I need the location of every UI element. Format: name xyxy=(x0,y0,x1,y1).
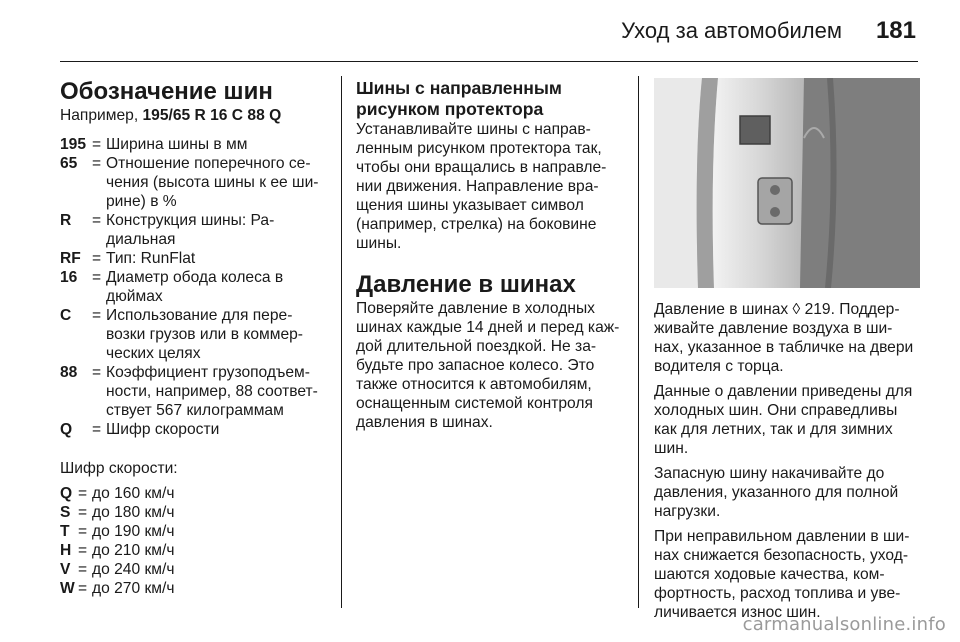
definition-text: Использование для пере- возки грузов или в коммер- ческих целях xyxy=(106,307,303,362)
definition-equals: = xyxy=(92,155,102,172)
speed-code-equals: = xyxy=(78,561,88,578)
watermark: carmanualsonline.info xyxy=(742,614,946,635)
column-divider-1 xyxy=(341,76,342,608)
example-prefix: Например, xyxy=(60,107,143,124)
definition-equals: = xyxy=(92,212,102,229)
directional-tires-text: Устанавливайте шины с направ- ленным рисунком протектора так, чтобы они вращались в направле- нии движения. Направление вра- щения шины указывает символ (например, стрелка) на боковине шины. xyxy=(356,121,607,252)
header-rule xyxy=(60,61,918,62)
speed-code-limit: до 180 км/ч xyxy=(92,504,175,521)
definition-key: 65 xyxy=(60,155,78,172)
definition-key: 16 xyxy=(60,269,78,286)
definition-key: 195 xyxy=(60,136,87,153)
door-frame-photo xyxy=(654,78,920,288)
example-line xyxy=(60,106,332,125)
definition-equals: = xyxy=(92,269,102,286)
spare-tire-paragraph: Запасную шину накачивайте до давления, указанного для полной нагрузки. xyxy=(654,465,899,520)
definition-equals: = xyxy=(92,364,102,381)
speed-code-row xyxy=(60,579,332,598)
speed-code-list xyxy=(60,484,332,598)
speed-code-row xyxy=(60,484,332,503)
definition-list xyxy=(60,135,332,439)
definition-text: Диаметр обода колеса в дюймах xyxy=(106,269,284,305)
definition-equals: = xyxy=(92,136,102,153)
pressure-ref-text: Давление в шинах xyxy=(654,301,793,318)
definition-row xyxy=(60,249,332,268)
speed-code-limit: до 160 км/ч xyxy=(92,485,175,502)
directional-tires-heading: Шины с направленным рисунком протектора xyxy=(356,78,562,119)
column-1 xyxy=(60,78,332,598)
definition-text: Отношение поперечного се- чения (высота шины к ее ши- рине) в % xyxy=(106,155,319,210)
column-2 xyxy=(356,78,628,432)
speed-code-equals: = xyxy=(78,523,88,540)
header-title: Уход за автомобилем xyxy=(621,18,842,43)
page-ref-arrow-icon: ◊ xyxy=(792,301,801,318)
speed-code-key: H xyxy=(60,542,72,559)
speed-code-equals: = xyxy=(78,485,88,502)
definition-key: 88 xyxy=(60,364,78,381)
page-number: 181 xyxy=(875,17,916,44)
cold-tire-paragraph: Данные о давлении приведены для холодных шин. Они справедливы как для летних, так и для зимних шин. xyxy=(654,383,913,457)
example-code: 195/65 R 16 C 88 Q xyxy=(142,107,282,124)
definition-equals: = xyxy=(92,421,102,438)
definition-key: RF xyxy=(60,250,81,267)
definition-row xyxy=(60,420,332,439)
speed-code-limit: до 270 км/ч xyxy=(92,580,175,597)
speed-code-row xyxy=(60,503,332,522)
speed-code-equals: = xyxy=(78,542,88,559)
speed-code-key: V xyxy=(60,561,71,578)
column-3 xyxy=(654,300,924,622)
definition-row xyxy=(60,268,332,306)
speed-code-limit: до 210 км/ч xyxy=(92,542,175,559)
speed-code-title: Шифр скорости: xyxy=(60,460,178,477)
speed-code-key: Q xyxy=(60,485,73,502)
definition-row xyxy=(60,154,332,211)
door-frame-illustration xyxy=(654,78,920,288)
speed-code-key: W xyxy=(60,580,75,597)
column-divider-2 xyxy=(638,76,639,608)
speed-code-limit: до 240 км/ч xyxy=(92,561,175,578)
tire-pressure-heading: Давление в шинах xyxy=(356,271,576,298)
definition-text: Тип: RunFlat xyxy=(106,250,196,267)
pressure-ref-continuation: 219. Поддер- живайте давление воздуха в ши- нах, указанное в табличке на двери водителя с торца. xyxy=(654,301,914,375)
tire-designation-heading: Обозначение шин xyxy=(60,78,273,105)
definition-equals: = xyxy=(92,250,102,267)
definition-text: Шифр скорости xyxy=(106,421,220,438)
definition-text: Коэффициент грузоподъем- ности, например, 88 соответ- ствует 567 килограммам xyxy=(106,364,318,419)
speed-code-row xyxy=(60,522,332,541)
definition-equals: = xyxy=(92,307,102,324)
definition-row xyxy=(60,211,332,249)
wrong-pressure-paragraph: При неправильном давлении в ши- нах снижается безопасность, уход- шаются ходовые качества, ком- фортность, расход топлива и уве- личивается износ шин. xyxy=(654,528,910,621)
definition-key: R xyxy=(60,212,72,229)
pressure-reference-paragraph xyxy=(654,300,924,376)
definition-text: Конструкция шины: Ра- диальная xyxy=(106,212,275,248)
speed-code-limit: до 190 км/ч xyxy=(92,523,175,540)
speed-code-row xyxy=(60,560,332,579)
tire-pressure-text: Поверяйте давление в холодных шинах каждые 14 дней и перед каж- дой длительной поездкой. Не за- будьте про запасное колесо. Это также относится к автомобилям, оснащенным системой контроля давления в шинах. xyxy=(356,300,620,431)
definition-key: C xyxy=(60,307,72,324)
definition-row xyxy=(60,363,332,420)
definition-text: Ширина шины в мм xyxy=(106,136,248,153)
speed-code-equals: = xyxy=(78,504,88,521)
speed-code-key: T xyxy=(60,523,70,540)
speed-code-key: S xyxy=(60,504,71,521)
speed-code-row xyxy=(60,541,332,560)
definition-row xyxy=(60,306,332,363)
definition-row xyxy=(60,135,332,154)
speed-code-equals: = xyxy=(78,580,88,597)
page-header xyxy=(0,0,960,60)
definition-key: Q xyxy=(60,421,73,438)
